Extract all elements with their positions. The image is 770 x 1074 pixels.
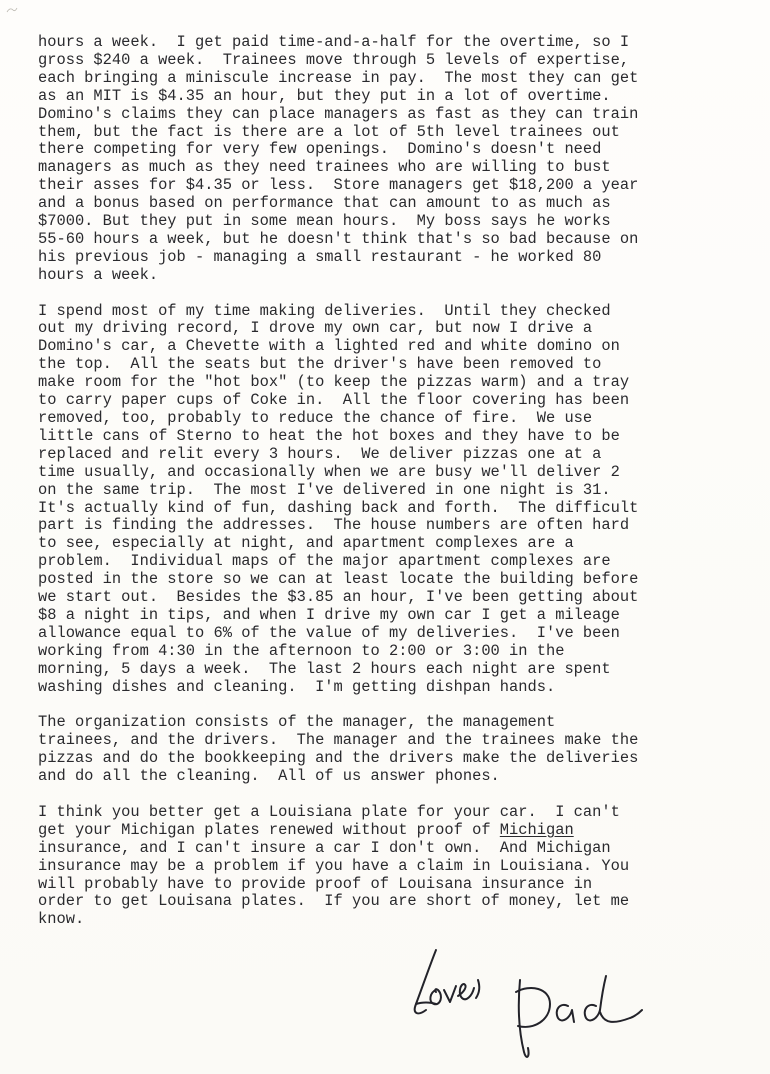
letter-line: as an MIT is $4.35 an hour, but they put in a lot of overtime.: [38, 86, 611, 105]
letter-paragraph: [38, 303, 738, 697]
letter-paragraph: [38, 34, 738, 285]
letter-line: to carry paper cups of Coke in. All the floor covering has been: [38, 391, 630, 410]
letter-line: I think you better get a Louisiana plate for your car. I can't: [38, 802, 620, 821]
pencil-mark-icon: [6, 6, 18, 14]
signature-love-dad-icon: [400, 940, 650, 1070]
letter-line: washing dishes and cleaning. I'm getting dishpan hands.: [38, 677, 556, 696]
letter-line: trainees, and the drivers. The manager and the trainees make the: [38, 731, 639, 750]
letter-line: The organization consists of the manager, the management: [38, 713, 556, 732]
letter-line: managers as much as they need trainees who are willing to bust: [38, 158, 611, 177]
letter-line: will probably have to provide proof of Louisana insurance in: [38, 874, 593, 893]
letter-line: gross $240 a week. Trainees move through 5 levels of expertise,: [38, 50, 630, 69]
letter-line: and a bonus based on performance that can amount to as much as: [38, 194, 611, 213]
letter-body: [38, 34, 738, 947]
letter-line: $7000. But they put in some mean hours. My boss says he works: [38, 212, 611, 231]
letter-line: get your Michigan plates renewed without proof of Michigan: [38, 820, 574, 839]
letter-line: their asses for $4.35 or less. Store managers get $18,200 a year: [38, 176, 639, 195]
signature: [400, 940, 650, 1070]
letter-paragraph: [38, 714, 738, 786]
underlined-word: Michigan: [499, 820, 574, 839]
letter-line: insurance may be a problem if you have a claim in Louisiana. You: [38, 856, 630, 875]
letter-line: out my driving record, I drove my own car, but now I drive a: [38, 319, 593, 338]
letter-line: posted in the store so we can at least locate the building before: [38, 570, 639, 589]
letter-line: to see, especially at night, and apartment complexes are a: [38, 534, 574, 553]
letter-line: It's actually kind of fun, dashing back and forth. The difficult: [38, 498, 639, 517]
letter-line: part is finding the addresses. The house numbers are often hard: [38, 516, 630, 535]
letter-line: problem. Individual maps of the major apartment complexes are: [38, 552, 611, 571]
letter-line: order to get Louisana plates. If you are short of money, let me: [38, 892, 630, 911]
letter-paragraph: [38, 804, 738, 929]
letter-line: them, but the fact is there are a lot of 5th level trainees out: [38, 122, 620, 141]
letter-line: Domino's car, a Chevette with a lighted red and white domino on: [38, 337, 620, 356]
letter-line: hours a week.: [38, 265, 159, 284]
letter-line: hours a week. I get paid time-and-a-half for the overtime, so I: [38, 33, 630, 51]
letter-line: on the same trip. The most I've delivered in one night is 31.: [38, 480, 611, 499]
letter-line: allowance equal to 6% of the value of my deliveries. I've been: [38, 623, 620, 642]
letter-line: replaced and relit every 3 hours. We deliver pizzas one at a: [38, 444, 602, 463]
letter-line: we start out. Besides the $3.85 an hour, I've been getting about: [38, 588, 639, 607]
letter-line: Domino's claims they can place managers as fast as they can train: [38, 104, 639, 123]
letter-line: morning, 5 days a week. The last 2 hours each night are spent: [38, 659, 611, 678]
letter-line: removed, too, probably to reduce the chance of fire. We use: [38, 409, 593, 428]
letter-line: working from 4:30 in the afternoon to 2:00 or 3:00 in the: [38, 641, 565, 660]
letter-line: pizzas and do the bookkeeping and the drivers make the deliveries: [38, 749, 639, 768]
letter-line: I spend most of my time making deliveries. Until they checked: [38, 301, 611, 320]
letter-line: $8 a night in tips, and when I drive my own car I get a mileage: [38, 605, 620, 624]
letter-line: and do all the cleaning. All of us answer phones.: [38, 767, 500, 786]
letter-line: know.: [38, 910, 85, 929]
letter-line: the top. All the seats but the driver's have been removed to: [38, 355, 602, 374]
letter-line: there competing for very few openings. Domino's doesn't need: [38, 140, 602, 159]
letter-line: insurance, and I can't insure a car I don't own. And Michigan: [38, 838, 611, 857]
letter-line: time usually, and occasionally when we are busy we'll deliver 2: [38, 462, 620, 481]
letter-line: his previous job - managing a small restaurant - he worked 80: [38, 247, 602, 266]
letter-line: 55-60 hours a week, but he doesn't think that's so bad because on: [38, 229, 639, 248]
letter-line: little cans of Sterno to heat the hot boxes and they have to be: [38, 426, 620, 445]
letter-line: each bringing a miniscule increase in pay. The most they can get: [38, 68, 639, 87]
letter-line: make room for the "hot box" (to keep the pizzas warm) and a tray: [38, 373, 630, 392]
